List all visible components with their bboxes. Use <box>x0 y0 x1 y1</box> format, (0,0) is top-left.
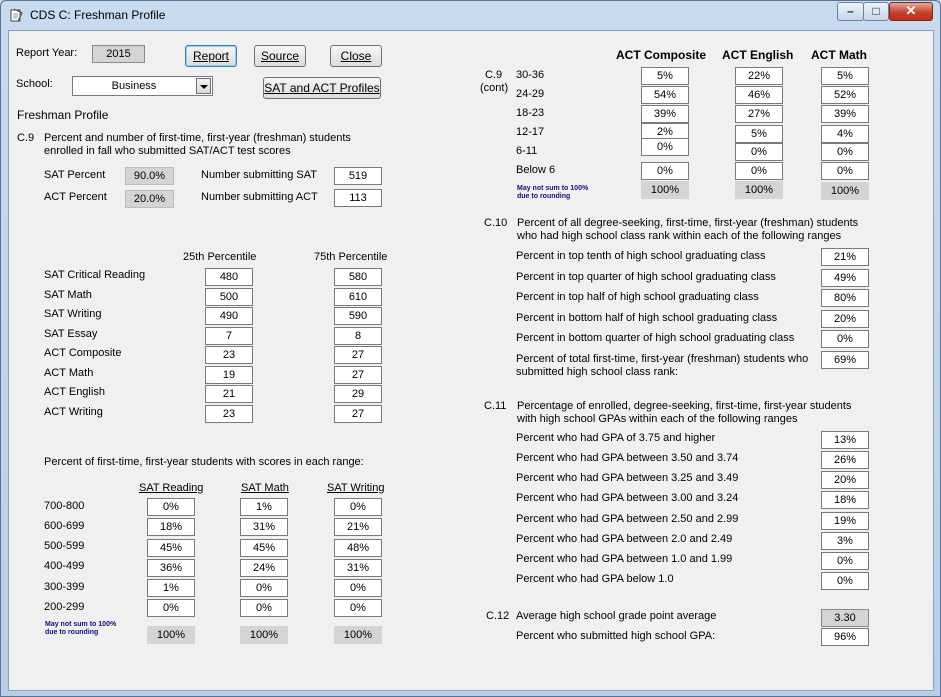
p75-field[interactable]: 590 <box>334 307 382 325</box>
title-bar[interactable] <box>1 1 940 29</box>
act-math-field[interactable]: 4% <box>821 125 869 143</box>
act-english-field[interactable]: 0% <box>735 162 783 180</box>
c9-cont-code: C.9 <box>485 69 503 81</box>
gpa-field[interactable]: 20% <box>821 471 869 489</box>
avg-gpa-label: Average high school grade point average <box>516 610 717 622</box>
col-act-composite: ACT Composite <box>616 48 706 62</box>
percentile-row-label: ACT Composite <box>44 347 122 359</box>
c9-cont-label: (cont) <box>480 82 509 94</box>
class-rank-label: Percent in top half of high school graduating class <box>516 291 759 303</box>
gpa-field[interactable]: 18% <box>821 491 869 509</box>
act-english-total: 100% <box>735 181 783 199</box>
gpa-label: Percent who had GPA of 3.75 and higher <box>516 432 716 444</box>
class-rank-submitted-field[interactable]: 69% <box>821 351 869 369</box>
p25-field[interactable]: 480 <box>205 268 253 286</box>
act-rounding-note <box>517 185 588 201</box>
act-math-field[interactable]: 52% <box>821 86 869 104</box>
window-title: CDS C: Freshman Profile <box>30 8 166 22</box>
gpa-label: Percent who had GPA between 2.50 and 2.99 <box>516 513 739 525</box>
report-button[interactable] <box>185 45 237 67</box>
act-math-field[interactable]: 39% <box>821 105 869 123</box>
p75-field[interactable]: 27 <box>334 405 382 423</box>
sat-reading-total: 100% <box>147 626 195 644</box>
p25-field[interactable]: 23 <box>205 405 253 423</box>
p25-field[interactable]: 500 <box>205 288 253 306</box>
gpa-label: Percent who had GPA between 1.0 and 1.99 <box>516 553 733 565</box>
school-label: School: <box>16 78 53 90</box>
maximize-button[interactable] <box>863 2 889 21</box>
percentile-row-label: ACT Writing <box>44 406 103 418</box>
sat-math-field[interactable]: 1% <box>240 498 288 516</box>
sat-writing-field[interactable]: 21% <box>334 518 382 536</box>
sat-reading-field[interactable]: 0% <box>147 498 195 516</box>
sat-percent-value: 90.0% <box>125 167 174 185</box>
c10-desc-line2: who had high school class rank within each of the following ranges <box>517 230 842 242</box>
gpa-field[interactable]: 19% <box>821 512 869 530</box>
gpa-label: Percent who had GPA between 3.25 and 3.49 <box>516 472 739 484</box>
close-button-label: Close <box>340 49 372 63</box>
act-english-field[interactable]: 22% <box>735 67 783 85</box>
percentile-row-label: SAT Math <box>44 289 92 301</box>
range-label: 18-23 <box>516 107 545 119</box>
p75-field[interactable]: 27 <box>334 366 382 384</box>
gpa-label: Percent who had GPA between 2.0 and 2.49 <box>516 533 733 545</box>
page-heading: Freshman Profile <box>17 108 109 122</box>
c9-code: C.9 <box>17 132 35 144</box>
sat-rounding-note <box>45 621 116 637</box>
sat-reading-field[interactable]: 0% <box>147 599 195 617</box>
c10-desc-line1: Percent of all degree-seeking, first-time, first-year (freshman) students <box>517 217 859 229</box>
app-icon <box>9 7 25 23</box>
class-rank-label: Percent in top quarter of high school graduating class <box>516 271 776 283</box>
sat-rounding-note-line2: due to rounding <box>45 629 99 636</box>
col-sat-writing: SAT Writing <box>327 482 385 494</box>
sat-ranges-title: Percent of first-time, first-year students with scores in each range: <box>44 456 364 468</box>
range-label: 24-29 <box>516 88 545 100</box>
act-composite-field[interactable]: 2% <box>641 123 689 141</box>
source-button-label: Source <box>260 49 300 63</box>
class-rank-label: Percent in top tenth of high school graduating class <box>516 250 766 262</box>
col-75th-percentile: 75th Percentile <box>314 251 388 263</box>
act-english-field[interactable]: 46% <box>735 86 783 104</box>
percentile-row-label: SAT Essay <box>44 328 98 340</box>
num-sat-label: Number submitting SAT <box>201 169 317 181</box>
range-label: 600-699 <box>44 520 85 532</box>
act-composite-field[interactable]: 54% <box>641 86 689 104</box>
sat-act-profiles-label: SAT and ACT Profiles <box>264 81 380 95</box>
school-select[interactable] <box>72 76 213 96</box>
act-english-field[interactable]: 5% <box>735 125 783 143</box>
p25-field[interactable]: 7 <box>205 327 253 345</box>
c9-desc-line1: Percent and number of first-time, first-year (freshman) students <box>44 132 351 144</box>
sat-math-field[interactable]: 24% <box>240 559 288 577</box>
p25-field[interactable]: 21 <box>205 385 253 403</box>
class-rank-field[interactable]: 80% <box>821 289 869 307</box>
c10-code: C.10 <box>484 217 508 229</box>
c11-desc-line1: Percentage of enrolled, degree-seeking, first-time, first-year students <box>517 400 852 412</box>
form-body <box>8 30 934 691</box>
class-rank-label: Percent in bottom quarter of high school graduating class <box>516 332 795 344</box>
sat-percent-label: SAT Percent <box>44 169 106 181</box>
col-act-english: ACT English <box>722 48 794 62</box>
sat-writing-field[interactable]: 0% <box>334 599 382 617</box>
gpa-label: Percent who had GPA below 1.0 <box>516 573 674 585</box>
col-sat-math: SAT Math <box>241 482 289 494</box>
class-rank-field[interactable]: 21% <box>821 248 869 266</box>
sat-writing-field[interactable]: 31% <box>334 559 382 577</box>
num-act-field[interactable]: 113 <box>334 189 382 207</box>
range-label: Below 6 <box>516 164 556 176</box>
col-act-math: ACT Math <box>811 48 867 62</box>
gpa-label: Percent who had GPA between 3.50 and 3.74 <box>516 452 739 464</box>
col-25th-percentile: 25th Percentile <box>183 251 257 263</box>
range-label: 300-399 <box>44 581 85 593</box>
source-button[interactable] <box>254 45 306 67</box>
range-label: 500-599 <box>44 540 85 552</box>
class-rank-submitted-line2: submitted high school class rank: <box>516 366 679 378</box>
sat-writing-total: 100% <box>334 626 382 644</box>
act-english-field[interactable]: 0% <box>735 143 783 161</box>
act-percent-label: ACT Percent <box>44 191 107 203</box>
class-rank-label: Percent in bottom half of high school graduating class <box>516 312 778 324</box>
sat-math-total: 100% <box>240 626 288 644</box>
sat-reading-field[interactable]: 18% <box>147 518 195 536</box>
act-composite-field[interactable]: 0% <box>641 138 689 156</box>
chevron-down-icon[interactable] <box>196 78 211 94</box>
class-rank-field[interactable]: 20% <box>821 310 869 328</box>
range-label: 400-499 <box>44 560 85 572</box>
act-english-field[interactable]: 27% <box>735 105 783 123</box>
act-math-field[interactable]: 0% <box>821 162 869 180</box>
close-button[interactable] <box>330 45 382 67</box>
percentile-row-label: ACT English <box>44 386 105 398</box>
p25-field[interactable]: 19 <box>205 366 253 384</box>
range-label: 12-17 <box>516 126 545 138</box>
gpa-field[interactable]: 3% <box>821 532 869 550</box>
report-year-label: Report Year: <box>16 47 78 59</box>
sat-writing-field[interactable]: 0% <box>334 579 382 597</box>
avg-gpa-value: 3.30 <box>821 609 869 627</box>
act-rounding-note-line1: May not sum to 100% <box>517 185 589 192</box>
p25-field[interactable]: 23 <box>205 346 253 364</box>
c11-code: C.11 <box>484 400 507 412</box>
p75-field[interactable]: 580 <box>334 268 382 286</box>
maximize-icon: □ <box>872 4 880 18</box>
class-rank-field[interactable]: 49% <box>821 269 869 287</box>
gpa-label: Percent who had GPA between 3.00 and 3.24 <box>516 492 739 504</box>
act-percent-value: 20.0% <box>125 190 174 208</box>
sat-writing-field[interactable]: 48% <box>334 539 382 557</box>
gpa-field[interactable]: 26% <box>821 451 869 469</box>
school-select-value: Business <box>111 80 157 92</box>
p75-field[interactable]: 8 <box>334 327 382 345</box>
minimize-icon: – <box>847 4 854 18</box>
num-sat-field[interactable]: 519 <box>334 167 382 185</box>
sat-rounding-note-line1: May not sum to 100% <box>45 621 117 628</box>
sat-math-field[interactable]: 0% <box>240 599 288 617</box>
percentile-row-label: SAT Critical Reading <box>44 269 146 281</box>
range-label: 700-800 <box>44 500 85 512</box>
c12-code: C.12 <box>486 610 510 622</box>
range-label: 6-11 <box>516 145 538 157</box>
percentile-row-label: ACT Math <box>44 367 94 379</box>
sat-act-profiles-button[interactable] <box>263 77 381 99</box>
report-year-field[interactable]: 2015 <box>92 45 145 63</box>
sat-math-field[interactable]: 0% <box>240 579 288 597</box>
gpa-field[interactable]: 0% <box>821 572 869 590</box>
act-rounding-note-line2: due to rounding <box>517 193 571 200</box>
act-math-total: 100% <box>821 182 869 200</box>
gpa-submitted-label: Percent who submitted high school GPA: <box>516 630 716 642</box>
close-icon: ✕ <box>905 3 917 18</box>
act-composite-total: 100% <box>641 181 689 199</box>
act-composite-field[interactable]: 0% <box>641 162 689 180</box>
col-sat-reading: SAT Reading <box>139 482 204 494</box>
sat-reading-field[interactable]: 36% <box>147 559 195 577</box>
sat-math-field[interactable]: 31% <box>240 518 288 536</box>
class-rank-field[interactable]: 0% <box>821 330 869 348</box>
range-label: 200-299 <box>44 601 85 613</box>
sat-math-field[interactable]: 45% <box>240 539 288 557</box>
act-math-field[interactable]: 5% <box>821 67 869 85</box>
sat-reading-field[interactable]: 1% <box>147 579 195 597</box>
c11-desc-line2: with high school GPAs within each of the following ranges <box>517 413 798 425</box>
sat-reading-field[interactable]: 45% <box>147 539 195 557</box>
act-composite-field[interactable]: 5% <box>641 67 689 85</box>
p75-field[interactable]: 27 <box>334 346 382 364</box>
range-label: 30-36 <box>516 69 545 81</box>
act-math-field[interactable]: 0% <box>821 143 869 161</box>
sat-writing-field[interactable]: 0% <box>334 498 382 516</box>
report-button-label: Report <box>192 49 230 63</box>
close-window-button[interactable] <box>889 2 933 21</box>
gpa-field[interactable]: 0% <box>821 552 869 570</box>
num-act-label: Number submitting ACT <box>201 191 318 203</box>
c9-desc-line2: enrolled in fall who submitted SAT/ACT test scores <box>44 145 291 157</box>
p75-field[interactable]: 610 <box>334 288 382 306</box>
minimize-button[interactable] <box>837 2 864 21</box>
act-composite-field[interactable]: 39% <box>641 105 689 123</box>
class-rank-submitted-line1: Percent of total first-time, first-year (freshman) students who <box>516 353 809 365</box>
percentile-row-label: SAT Writing <box>44 308 102 320</box>
p75-field[interactable]: 29 <box>334 385 382 403</box>
gpa-field[interactable]: 13% <box>821 431 869 449</box>
gpa-submitted-field[interactable]: 96% <box>821 628 869 646</box>
p25-field[interactable]: 490 <box>205 307 253 325</box>
